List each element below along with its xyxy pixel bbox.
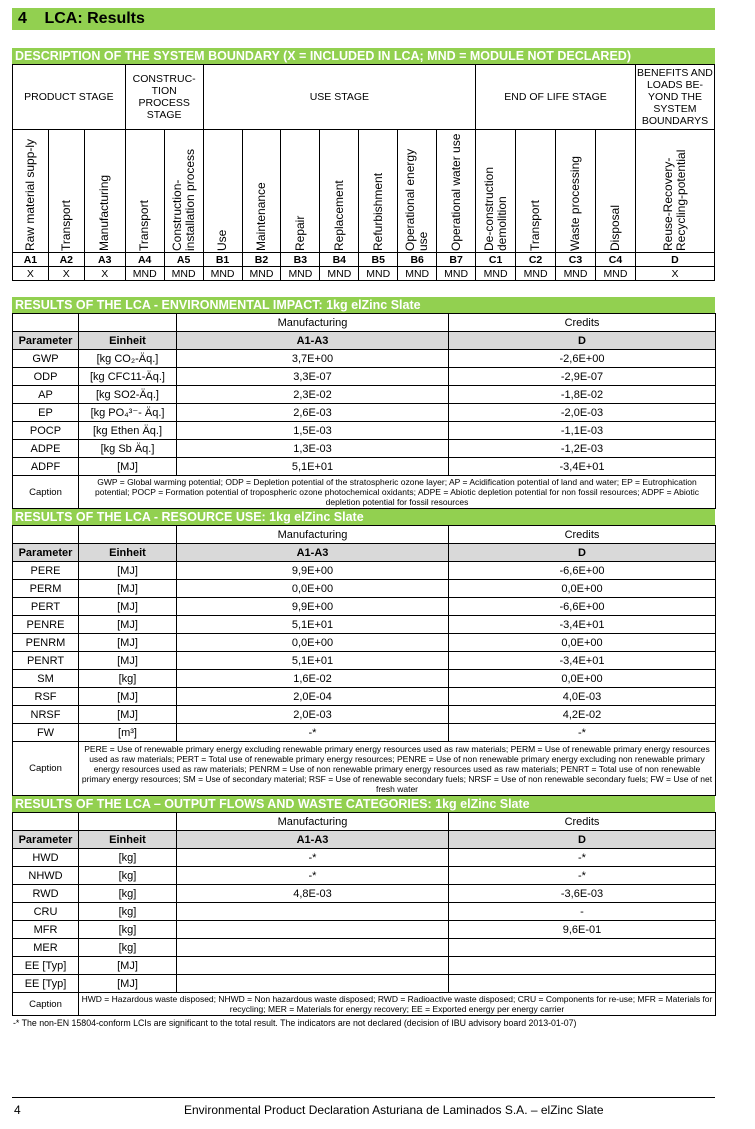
- module-included-d: X: [635, 267, 714, 281]
- value-d: -3,6E-03: [449, 885, 716, 903]
- unit-cell: [MJ]: [79, 634, 177, 652]
- header-parameter: Parameter: [13, 332, 79, 350]
- value-d: -1,2E-03: [449, 440, 716, 458]
- value-a1-a3: 3,7E+00: [177, 350, 449, 368]
- value-a1-a3: 5,1E+01: [177, 616, 449, 634]
- output-flows-bar: RESULTS OF THE LCA – OUTPUT FLOWS AND WASTE CATEGORIES: 1kg elZinc Slate: [12, 796, 715, 812]
- parameter-cell: CRU: [13, 903, 79, 921]
- unit-cell: [kg CO₂-Äq.]: [79, 350, 177, 368]
- resource-use-table: [12, 525, 716, 796]
- header-d: D: [449, 831, 716, 849]
- module-label: De-construction demolition: [481, 166, 509, 251]
- module-included-b3: MND: [281, 267, 320, 281]
- header-blank: [79, 314, 177, 332]
- unit-cell: [kg Ethen Äq.]: [79, 422, 177, 440]
- value-d: -*: [449, 867, 716, 885]
- module-label: Transport: [58, 200, 73, 251]
- module-label: Replacement: [331, 180, 346, 251]
- module-code-b4: B4: [320, 253, 359, 267]
- table-row: [13, 885, 716, 903]
- table-row: [13, 849, 716, 867]
- header-manufacturing: Manufacturing: [177, 526, 449, 544]
- unit-cell: [kg]: [79, 885, 177, 903]
- unit-cell: [MJ]: [79, 688, 177, 706]
- unit-cell: [MJ]: [79, 652, 177, 670]
- unit-cell: [kg]: [79, 903, 177, 921]
- section-heading: [12, 8, 715, 30]
- module-code-a2: A2: [48, 253, 84, 267]
- module-included-b1: MND: [203, 267, 242, 281]
- section-number: 4: [18, 10, 27, 27]
- value-a1-a3: 5,1E+01: [177, 652, 449, 670]
- module-name-c2: [516, 130, 556, 253]
- unit-cell: [kg PO₄³⁻- Äq.]: [79, 404, 177, 422]
- value-a1-a3: 0,0E+00: [177, 580, 449, 598]
- value-d: 0,0E+00: [449, 670, 716, 688]
- module-code-a1: A1: [13, 253, 49, 267]
- parameter-cell: ADPE: [13, 440, 79, 458]
- value-a1-a3: 3,3E-07: [177, 368, 449, 386]
- value-a1-a3: [177, 939, 449, 957]
- parameter-cell: EE [Typ]: [13, 957, 79, 975]
- module-included-b5: MND: [359, 267, 398, 281]
- module-code-c3: C3: [556, 253, 596, 267]
- unit-cell: [kg Sb Äq.]: [79, 440, 177, 458]
- value-a1-a3: -*: [177, 867, 449, 885]
- table-row: [13, 404, 716, 422]
- value-a1-a3: -*: [177, 724, 449, 742]
- table-row: [13, 867, 716, 885]
- module-code-b1: B1: [203, 253, 242, 267]
- header-blank: [13, 314, 79, 332]
- stage-benefits: BENEFITS AND LOADS BE-YOND THE SYSTEM BOUNDARYS: [635, 65, 714, 130]
- parameter-cell: ODP: [13, 368, 79, 386]
- module-name-b3: [281, 130, 320, 253]
- value-a1-a3: [177, 957, 449, 975]
- value-a1-a3: 5,1E+01: [177, 458, 449, 476]
- table-row: [13, 350, 716, 368]
- module-code-b7: B7: [437, 253, 476, 267]
- module-label: Raw material supp-ly: [22, 138, 37, 251]
- parameter-cell: EP: [13, 404, 79, 422]
- value-a1-a3: 2,6E-03: [177, 404, 449, 422]
- value-d: 0,0E+00: [449, 580, 716, 598]
- footer-divider: [12, 1097, 715, 1098]
- value-d: -1,1E-03: [449, 422, 716, 440]
- caption-text: HWD = Hazardous waste disposed; NHWD = Non hazardous waste disposed; RWD = Radioactive waste disposed; CRU = Components for re-use; MFR = Materials for recycling; MER = Materials for energy recovery; EE = Exported energy per energy carrier: [79, 993, 716, 1016]
- module-label: Refurbishment: [370, 172, 385, 251]
- header-parameter: Parameter: [13, 831, 79, 849]
- unit-cell: [MJ]: [79, 458, 177, 476]
- system-boundary-table: [12, 64, 715, 281]
- parameter-cell: GWP: [13, 350, 79, 368]
- section-title: LCA: Results: [44, 10, 145, 27]
- env-impact-bar: RESULTS OF THE LCA - ENVIRONMENTAL IMPACT: 1kg elZinc Slate: [12, 297, 715, 313]
- module-name-b6: [398, 130, 437, 253]
- table-row: [13, 440, 716, 458]
- unit-cell: [kg CFC11-Äq.]: [79, 368, 177, 386]
- module-name-b5: [359, 130, 398, 253]
- module-name-c3: [556, 130, 596, 253]
- table-row: [13, 422, 716, 440]
- table-row: [13, 957, 716, 975]
- parameter-cell: ADPF: [13, 458, 79, 476]
- header-blank: [79, 813, 177, 831]
- module-name-b1: [203, 130, 242, 253]
- unit-cell: [kg]: [79, 939, 177, 957]
- resource-use-bar: RESULTS OF THE LCA - RESOURCE USE: 1kg elZinc Slate: [12, 509, 715, 525]
- table-row: [13, 386, 716, 404]
- module-code-b3: B3: [281, 253, 320, 267]
- module-name-d: [635, 130, 714, 253]
- value-d: -6,6E+00: [449, 562, 716, 580]
- module-included-b6: MND: [398, 267, 437, 281]
- module-included-c3: MND: [556, 267, 596, 281]
- caption-label: Caption: [13, 993, 79, 1016]
- stage-use: USE STAGE: [203, 65, 476, 130]
- caption-label: Caption: [13, 476, 79, 509]
- module-label: Manufacturing: [97, 174, 112, 251]
- unit-cell: [kg SO2-Äq.]: [79, 386, 177, 404]
- header-blank: [13, 813, 79, 831]
- parameter-cell: AP: [13, 386, 79, 404]
- table-row: [13, 688, 716, 706]
- table-row: [13, 368, 716, 386]
- parameter-cell: FW: [13, 724, 79, 742]
- parameter-cell: POCP: [13, 422, 79, 440]
- unit-cell: [MJ]: [79, 975, 177, 993]
- parameter-cell: PENRE: [13, 616, 79, 634]
- output-flows-table: [12, 812, 716, 1016]
- parameter-cell: RWD: [13, 885, 79, 903]
- module-label: Operational energy use: [403, 148, 431, 251]
- value-a1-a3: 1,5E-03: [177, 422, 449, 440]
- module-code-d: D: [635, 253, 714, 267]
- value-d: -3,4E+01: [449, 458, 716, 476]
- module-name-b4: [320, 130, 359, 253]
- table-row: [13, 458, 716, 476]
- module-name-a5: [164, 130, 203, 253]
- value-d: [449, 939, 716, 957]
- parameter-cell: PENRM: [13, 634, 79, 652]
- header-a1-a3: A1-A3: [177, 332, 449, 350]
- table-row: [13, 670, 716, 688]
- resource-use-section: [12, 509, 715, 796]
- value-d: 4,2E-02: [449, 706, 716, 724]
- caption-label: Caption: [13, 742, 79, 796]
- table-row: [13, 562, 716, 580]
- header-unit: Einheit: [79, 544, 177, 562]
- parameter-cell: RSF: [13, 688, 79, 706]
- module-label: Reuse-Recovery-Recycling-potential: [660, 149, 688, 251]
- module-code-b5: B5: [359, 253, 398, 267]
- header-blank: [79, 526, 177, 544]
- value-a1-a3: 4,8E-03: [177, 885, 449, 903]
- module-included-a2: X: [48, 267, 84, 281]
- module-label: Transport: [528, 200, 543, 251]
- module-code-a5: A5: [164, 253, 203, 267]
- value-a1-a3: 2,0E-04: [177, 688, 449, 706]
- module-included-a5: MND: [164, 267, 203, 281]
- value-a1-a3: 1,3E-03: [177, 440, 449, 458]
- header-credits: Credits: [449, 314, 716, 332]
- value-d: -6,6E+00: [449, 598, 716, 616]
- unit-cell: [MJ]: [79, 598, 177, 616]
- module-label: Disposal: [607, 204, 622, 251]
- footnote: -* The non-EN 15804-conform LCIs are significant to the total result. The indicators are not declared (decision of IBU advisory board 2013-01-07): [13, 1018, 577, 1028]
- module-label: Operational water use: [448, 133, 463, 251]
- module-included-b2: MND: [242, 267, 281, 281]
- header-a1-a3: A1-A3: [177, 544, 449, 562]
- value-a1-a3: 0,0E+00: [177, 634, 449, 652]
- value-d: -2,9E-07: [449, 368, 716, 386]
- module-label: Maintenance: [253, 182, 268, 251]
- table-row: [13, 580, 716, 598]
- value-a1-a3: -*: [177, 849, 449, 867]
- value-d: 4,0E-03: [449, 688, 716, 706]
- module-name-a3: [84, 130, 125, 253]
- header-credits: Credits: [449, 813, 716, 831]
- value-a1-a3: [177, 903, 449, 921]
- stage-product: PRODUCT STAGE: [13, 65, 126, 130]
- module-code-c1: C1: [476, 253, 516, 267]
- module-label: Waste processing: [568, 156, 583, 251]
- module-included-c1: MND: [476, 267, 516, 281]
- value-d: -3,4E+01: [449, 616, 716, 634]
- module-name-c1: [476, 130, 516, 253]
- value-d: -2,0E-03: [449, 404, 716, 422]
- unit-cell: [kg]: [79, 670, 177, 688]
- module-label: Repair: [292, 215, 307, 251]
- parameter-cell: MFR: [13, 921, 79, 939]
- value-d: 0,0E+00: [449, 634, 716, 652]
- parameter-cell: PENRT: [13, 652, 79, 670]
- table-row: [13, 921, 716, 939]
- value-d: -: [449, 903, 716, 921]
- table-row: [13, 634, 716, 652]
- header-unit: Einheit: [79, 332, 177, 350]
- value-d: -*: [449, 849, 716, 867]
- caption-text: PERE = Use of renewable primary energy excluding renewable primary energy resources used as raw materials; PERM = Use of renewable primary energy resources used as raw materials; PERT = Total use of renewable primary energy resources; PENRE = Use of non renewable primary energy excluding non renewable primary energy resources used as raw materials; PENRM = Use of non renewable primary energy resources used as raw materials; PENRT = Total use of non renewable primary energy resources; SM = Use of secondary material; RSF = Use of renewable secondary fuels; NRSF = Use of non renewable secondary fuels; FW = Use of net fresh water: [79, 742, 716, 796]
- parameter-cell: PERM: [13, 580, 79, 598]
- unit-cell: [m³]: [79, 724, 177, 742]
- header-d: D: [449, 332, 716, 350]
- module-code-b6: B6: [398, 253, 437, 267]
- unit-cell: [MJ]: [79, 580, 177, 598]
- unit-cell: [kg]: [79, 867, 177, 885]
- value-d: [449, 957, 716, 975]
- page-number: 4: [14, 1103, 21, 1117]
- module-label: Use: [215, 229, 230, 251]
- environmental-impact-section: [12, 297, 715, 509]
- table-row: [13, 652, 716, 670]
- table-row: [13, 706, 716, 724]
- module-included-a1: X: [13, 267, 49, 281]
- header-credits: Credits: [449, 526, 716, 544]
- system-boundary-bar: DESCRIPTION OF THE SYSTEM BOUNDARY (X = INCLUDED IN LCA; MND = MODULE NOT DECLARED): [12, 48, 715, 64]
- module-name-a2: [48, 130, 84, 253]
- table-row: [13, 939, 716, 957]
- unit-cell: [MJ]: [79, 562, 177, 580]
- module-name-b7: [437, 130, 476, 253]
- parameter-cell: PERT: [13, 598, 79, 616]
- module-included-a3: X: [84, 267, 125, 281]
- header-blank: [13, 526, 79, 544]
- table-row: [13, 616, 716, 634]
- header-manufacturing: Manufacturing: [177, 813, 449, 831]
- header-unit: Einheit: [79, 831, 177, 849]
- module-code-c4: C4: [596, 253, 636, 267]
- value-a1-a3: 9,9E+00: [177, 562, 449, 580]
- value-d: -1,8E-02: [449, 386, 716, 404]
- value-d: -2,6E+00: [449, 350, 716, 368]
- env-impact-table: [12, 313, 716, 509]
- value-a1-a3: 1,6E-02: [177, 670, 449, 688]
- module-included-b4: MND: [320, 267, 359, 281]
- table-row: [13, 724, 716, 742]
- footer-text: Environmental Product Declaration Asturiana de Laminados S.A. – elZinc Slate: [184, 1103, 604, 1117]
- value-d: -3,4E+01: [449, 652, 716, 670]
- value-a1-a3: 2,3E-02: [177, 386, 449, 404]
- module-name-b2: [242, 130, 281, 253]
- stage-construction: CONSTRUC-TION PROCESS STAGE: [125, 65, 203, 130]
- parameter-cell: NHWD: [13, 867, 79, 885]
- value-a1-a3: 9,9E+00: [177, 598, 449, 616]
- unit-cell: [kg]: [79, 921, 177, 939]
- unit-cell: [MJ]: [79, 616, 177, 634]
- value-a1-a3: [177, 921, 449, 939]
- module-name-c4: [596, 130, 636, 253]
- module-label: Transport: [137, 200, 152, 251]
- module-code-b2: B2: [242, 253, 281, 267]
- value-d: 9,6E-01: [449, 921, 716, 939]
- module-included-c4: MND: [596, 267, 636, 281]
- parameter-cell: PERE: [13, 562, 79, 580]
- unit-cell: [MJ]: [79, 957, 177, 975]
- table-row: [13, 598, 716, 616]
- parameter-cell: SM: [13, 670, 79, 688]
- value-d: -*: [449, 724, 716, 742]
- system-boundary-block: [12, 48, 715, 281]
- module-code-c2: C2: [516, 253, 556, 267]
- header-d: D: [449, 544, 716, 562]
- parameter-cell: HWD: [13, 849, 79, 867]
- value-a1-a3: [177, 975, 449, 993]
- unit-cell: [MJ]: [79, 706, 177, 724]
- header-parameter: Parameter: [13, 544, 79, 562]
- table-row: [13, 903, 716, 921]
- module-included-c2: MND: [516, 267, 556, 281]
- value-a1-a3: 2,0E-03: [177, 706, 449, 724]
- module-included-b7: MND: [437, 267, 476, 281]
- header-manufacturing: Manufacturing: [177, 314, 449, 332]
- module-name-a4: [125, 130, 164, 253]
- unit-cell: [kg]: [79, 849, 177, 867]
- stage-end-of-life: END OF LIFE STAGE: [476, 65, 636, 130]
- value-d: [449, 975, 716, 993]
- module-code-a4: A4: [125, 253, 164, 267]
- module-name-a1: [13, 130, 49, 253]
- module-included-a4: MND: [125, 267, 164, 281]
- caption-text: GWP = Global warming potential; ODP = Depletion potential of the stratospheric ozone layer; AP = Acidification potential of land and water; EP = Eutrophication potential; POCP = Formation potential of tropospheric ozone photochemical oxidants; ADPE = Abiotic depletion potential for non fossil resources; ADPF = Abiotic depletion potential for fossil resources: [79, 476, 716, 509]
- parameter-cell: NRSF: [13, 706, 79, 724]
- parameter-cell: MER: [13, 939, 79, 957]
- output-flows-section: [12, 796, 715, 1016]
- module-code-a3: A3: [84, 253, 125, 267]
- parameter-cell: EE [Typ]: [13, 975, 79, 993]
- module-label: Construction-installation process: [169, 148, 197, 251]
- header-a1-a3: A1-A3: [177, 831, 449, 849]
- table-row: [13, 975, 716, 993]
